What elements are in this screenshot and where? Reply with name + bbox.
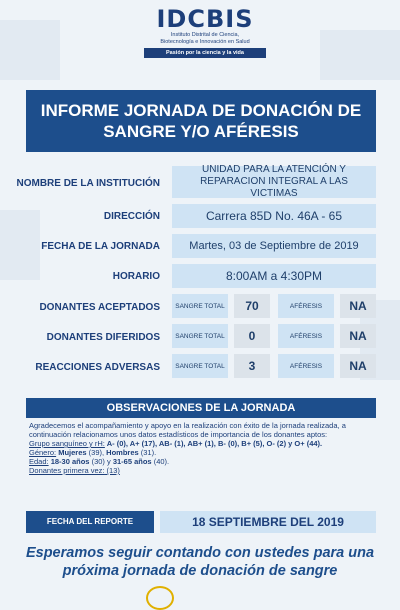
fecha-reporte-label: FECHA DEL REPORTE: [26, 511, 154, 533]
horario-label: HORARIO: [112, 271, 160, 282]
observaciones-heading: OBSERVACIONES DE LA JORNADA: [26, 398, 376, 418]
grupo-line: [29, 439, 373, 448]
logo: [130, 6, 280, 68]
primera-vez-line: [29, 466, 373, 475]
reacciones-adversas-label: REACCIONES ADVERSAS: [35, 362, 160, 373]
genero-hombres-n: (31).: [138, 448, 157, 457]
aferesis-label: AFÉRESIS: [278, 354, 334, 378]
genero-hombres: Hombres: [106, 448, 139, 457]
donantes-aceptados-aferesis: NA: [340, 294, 376, 318]
logo-subtitle-1: Instituto Distrital de Ciencia,: [170, 32, 240, 38]
edad-b: 31-65 años: [112, 457, 152, 466]
primera-vez-value: (13): [104, 466, 120, 475]
sangre-total-label: SANGRE TOTAL: [172, 354, 228, 378]
donantes-diferidos-aferesis: NA: [340, 324, 376, 348]
closing-message: Esperamos seguir contando con ustedes para una próxima jornada de donación de sangre: [25, 545, 375, 579]
fecha-value: Martes, 03 de Septiembre de 2019: [172, 234, 376, 258]
donantes-diferidos-label: DONANTES DIFERIDOS: [46, 332, 160, 343]
aferesis-label: AFÉRESIS: [278, 324, 334, 348]
reacciones-adversas-sangre-total: 3: [234, 354, 270, 378]
logo-subtitle-2: Biotecnología e Innovación en Salud: [160, 38, 250, 45]
institucion-value: UNIDAD PARA LA ATENCIÓN Y REPARACION INTEGRAL A LAS VICTIMAS: [172, 166, 376, 198]
direccion-value: Carrera 85D No. 46A - 65: [172, 204, 376, 228]
genero-line: [29, 448, 373, 457]
edad-a: 18-30 años: [50, 457, 90, 466]
genero-mujeres-n: (39),: [86, 448, 107, 457]
fecha-reporte-value: 18 SEPTIEMBRE DEL 2019: [160, 511, 376, 533]
observaciones-body: [26, 418, 376, 510]
observaciones-intro: Agradecemos el acompañamiento y apoyo en la realización con éxito de la jornada realizada, a continuación relacionamos unos datos estadísticos de importancia de los donantes aptos:: [29, 421, 346, 439]
primera-vez-label: Donantes primera vez:: [29, 466, 105, 475]
sangre-total-label: SANGRE TOTAL: [172, 294, 228, 318]
institucion-label: NOMBRE DE LA INSTITUCIÓN: [16, 178, 160, 189]
genero-mujeres: Mujeres: [58, 448, 87, 457]
donantes-aceptados-label: DONANTES ACEPTADOS: [39, 302, 160, 313]
genero-label: Género:: [29, 448, 57, 457]
bg-square: [320, 30, 400, 80]
report-title: INFORME JORNADA DE DONACIÓN DE SANGRE Y/O AFÉRESIS: [26, 90, 376, 152]
edad-a-n: (30) y: [89, 457, 113, 466]
aferesis-label: AFÉRESIS: [278, 294, 334, 318]
fecha-label: FECHA DE LA JORNADA: [41, 241, 160, 252]
edad-label: Edad:: [29, 457, 49, 466]
edad-b-n: (40).: [151, 457, 170, 466]
edad-line: [29, 457, 373, 466]
grupo-value: A- (0), A+ (17), AB- (1), AB+ (1), B- (0), B+ (5), O- (2) y O+ (44).: [104, 439, 323, 448]
seal-icon: [146, 586, 174, 610]
sangre-total-label: SANGRE TOTAL: [172, 324, 228, 348]
grupo-label: Grupo sanguíneo y rH:: [29, 439, 105, 448]
donantes-aceptados-sangre-total: 70: [234, 294, 270, 318]
direccion-label: DIRECCIÓN: [103, 211, 160, 222]
horario-value: 8:00AM a 4:30PM: [172, 264, 376, 288]
bg-square: [0, 20, 60, 80]
logo-brand: IDCBIS: [156, 5, 254, 33]
logo-tagline: Pasión por la ciencia y la vida: [144, 48, 266, 58]
reacciones-adversas-aferesis: NA: [340, 354, 376, 378]
donantes-diferidos-sangre-total: 0: [234, 324, 270, 348]
